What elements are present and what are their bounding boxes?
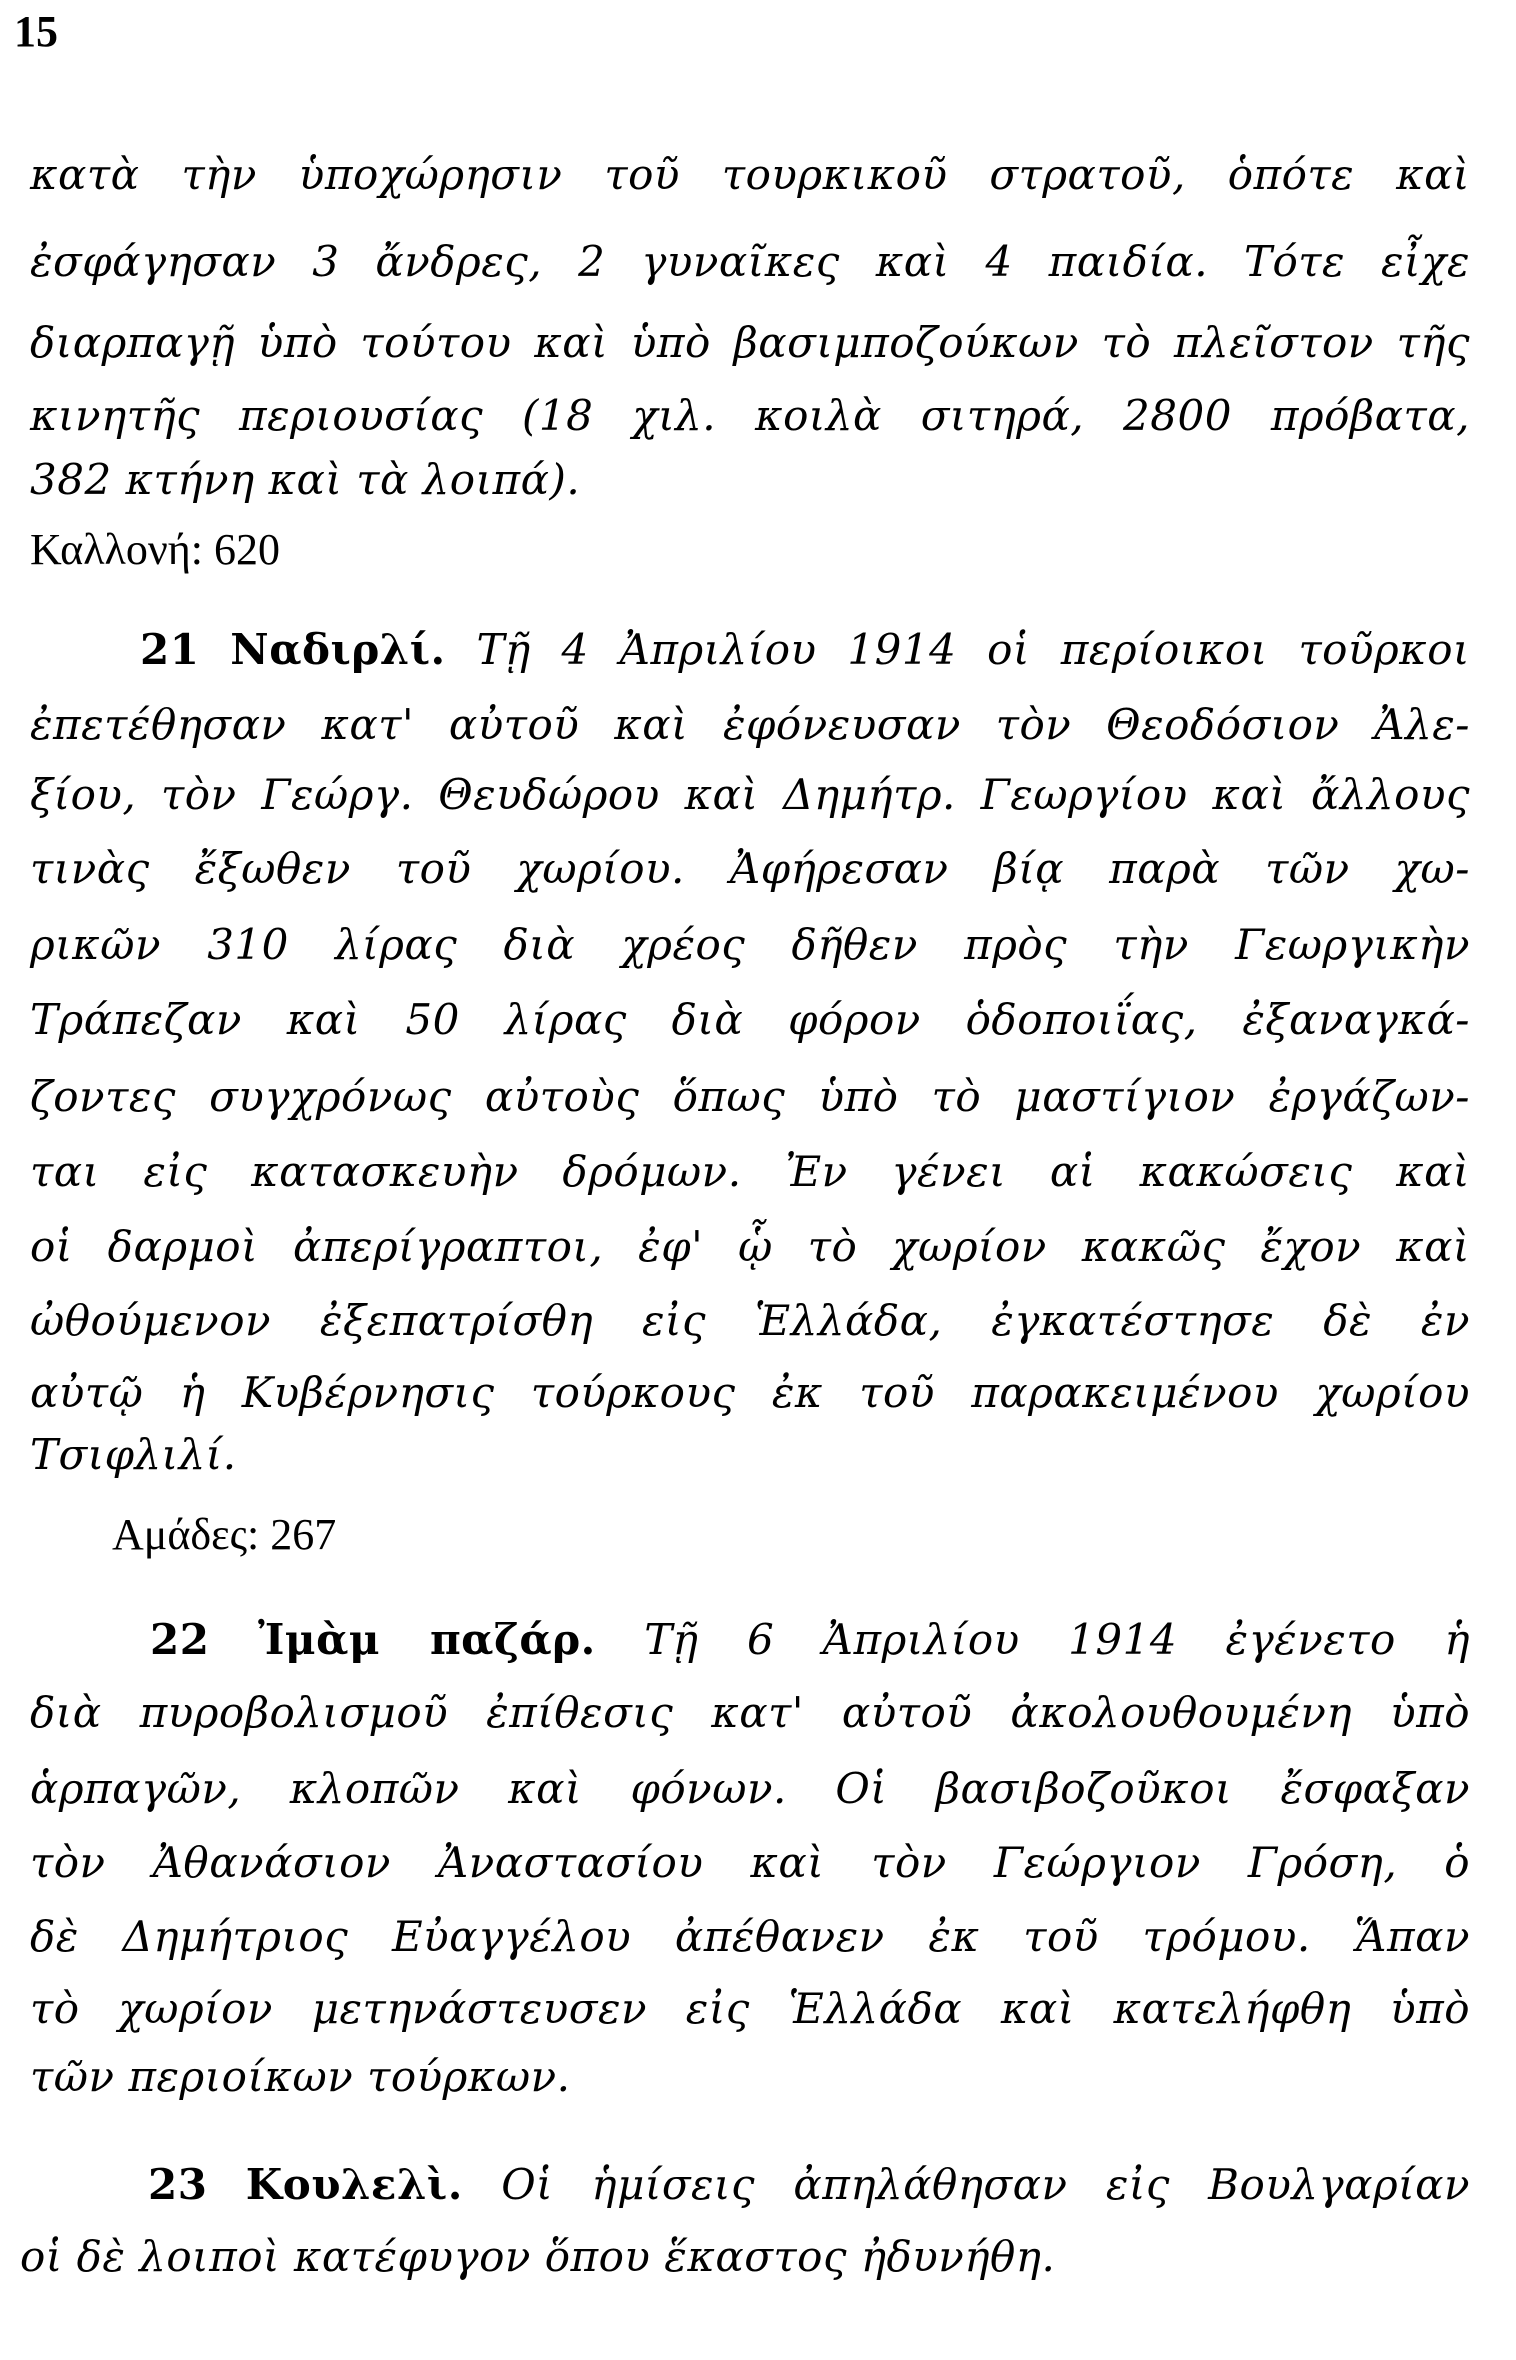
entry-number: 21 — [140, 625, 200, 674]
entry-first-line — [140, 625, 1470, 675]
text-line: Τσιφλιλί. — [30, 1430, 237, 1479]
text-line: οἱ δὲ λοιποὶ κατέφυγον ὅπου ἕκαστος ἠδυνήθη. — [20, 2232, 1056, 2281]
subheading-kalloni: Καλλονή: 620 — [30, 525, 280, 574]
entry-name: Κουλελὶ. — [245, 2160, 463, 2209]
text-line: ἐσφάγησαν 3 ἄνδρες, 2 γυναῖκες καὶ 4 παιδία. Τότε εἶχε — [30, 237, 1470, 286]
text-line: ἐπετέθησαν κατ' αὐτοῦ καὶ ἐφόνευσαν τὸν Θεοδόσιον Ἀλε- — [30, 700, 1470, 749]
text-line: αὐτῷ ἡ Κυβέρνησις τούρκους ἐκ τοῦ παρακειμένου χωρίου — [30, 1368, 1470, 1417]
entry-first-line — [150, 1615, 1470, 1665]
text-line: Τῇ 6 Ἀπριλίου 1914 ἐγένετο ἡ — [644, 1615, 1470, 1664]
text-line: τὸ χωρίον μετηνάστευσεν εἰς Ἑλλάδα καὶ κατελήφθη ὑπὸ — [30, 1984, 1470, 2033]
text-line: Τῇ 4 Ἀπριλίου 1914 οἱ περίοικοι τοῦρκοι — [476, 625, 1470, 674]
entry-number: 22 — [150, 1615, 210, 1664]
text-line: ἁρπαγῶν, κλοπῶν καὶ φόνων. Οἱ βασιβοζοῦκοι ἔσφαξαν — [30, 1764, 1470, 1813]
text-line: ὠθούμενον ἐξεπατρίσθη εἰς Ἑλλάδα, ἐγκατέστησε δὲ ἐν — [30, 1296, 1470, 1345]
text-line: ζοντες συγχρόνως αὐτοὺς ὅπως ὑπὸ τὸ μαστίγιον ἐργάζων- — [30, 1072, 1470, 1121]
text-line: ται εἰς κατασκευὴν δρόμων. Ἐν γένει αἱ κακώσεις καὶ — [30, 1147, 1470, 1196]
entry-name: Ναδιρλί. — [230, 625, 446, 674]
page-number: 15 — [14, 7, 58, 56]
subheading-amades: Αμάδες: 267 — [112, 1510, 337, 1559]
text-line: κατὰ τὴν ὑποχώρησιν τοῦ τουρκικοῦ στρατοῦ, ὁπότε καὶ — [30, 150, 1470, 199]
text-line: Οἱ ἡμίσεις ἀπηλάθησαν εἰς Βουλγαρίαν — [501, 2160, 1471, 2209]
text-line: 382 κτήνη καὶ τὰ λοιπά). — [30, 455, 581, 504]
text-line: τῶν περιοίκων τούρκων. — [30, 2052, 571, 2101]
text-line: ξίου, τὸν Γεώργ. Θευδώρου καὶ Δημήτρ. Γεωργίου καὶ ἄλλους — [30, 770, 1470, 819]
text-line: διαρπαγῇ ὑπὸ τούτου καὶ ὑπὸ βασιμποζούκων τὸ πλεῖστον τῆς — [30, 318, 1470, 367]
text-line: οἱ δαρμοὶ ἀπερίγραπτοι, ἐφ' ᾧ τὸ χωρίον κακῶς ἔχον καὶ — [30, 1222, 1470, 1271]
text-line: ρικῶν 310 λίρας διὰ χρέος δῆθεν πρὸς τὴν Γεωργικὴν — [30, 920, 1470, 969]
entry-name: Ἰμὰμ παζάρ. — [257, 1615, 596, 1664]
text-line: δὲ Δημήτριος Εὐαγγέλου ἀπέθανεν ἐκ τοῦ τρόμου. Ἅπαν — [30, 1912, 1470, 1961]
text-line: τινὰς ἔξωθεν τοῦ χωρίου. Ἀφήρεσαν βίᾳ παρὰ τῶν χω- — [30, 844, 1470, 893]
text-line: τὸν Ἀθανάσιον Ἀναστασίου καὶ τὸν Γεώργιον Γρόση, ὁ — [30, 1838, 1470, 1887]
entry-number: 23 — [148, 2160, 208, 2209]
text-line: κινητῆς περιουσίας (18 χιλ. κοιλὰ σιτηρά, 2800 πρόβατα, — [30, 391, 1470, 440]
text-line: Τράπεζαν καὶ 50 λίρας διὰ φόρον ὁδοποιΐας, ἐξαναγκά- — [30, 995, 1470, 1044]
text-line: διὰ πυροβολισμοῦ ἐπίθεσις κατ' αὐτοῦ ἀκολουθουμένη ὑπὸ — [30, 1688, 1470, 1737]
entry-first-line — [148, 2160, 1470, 2210]
